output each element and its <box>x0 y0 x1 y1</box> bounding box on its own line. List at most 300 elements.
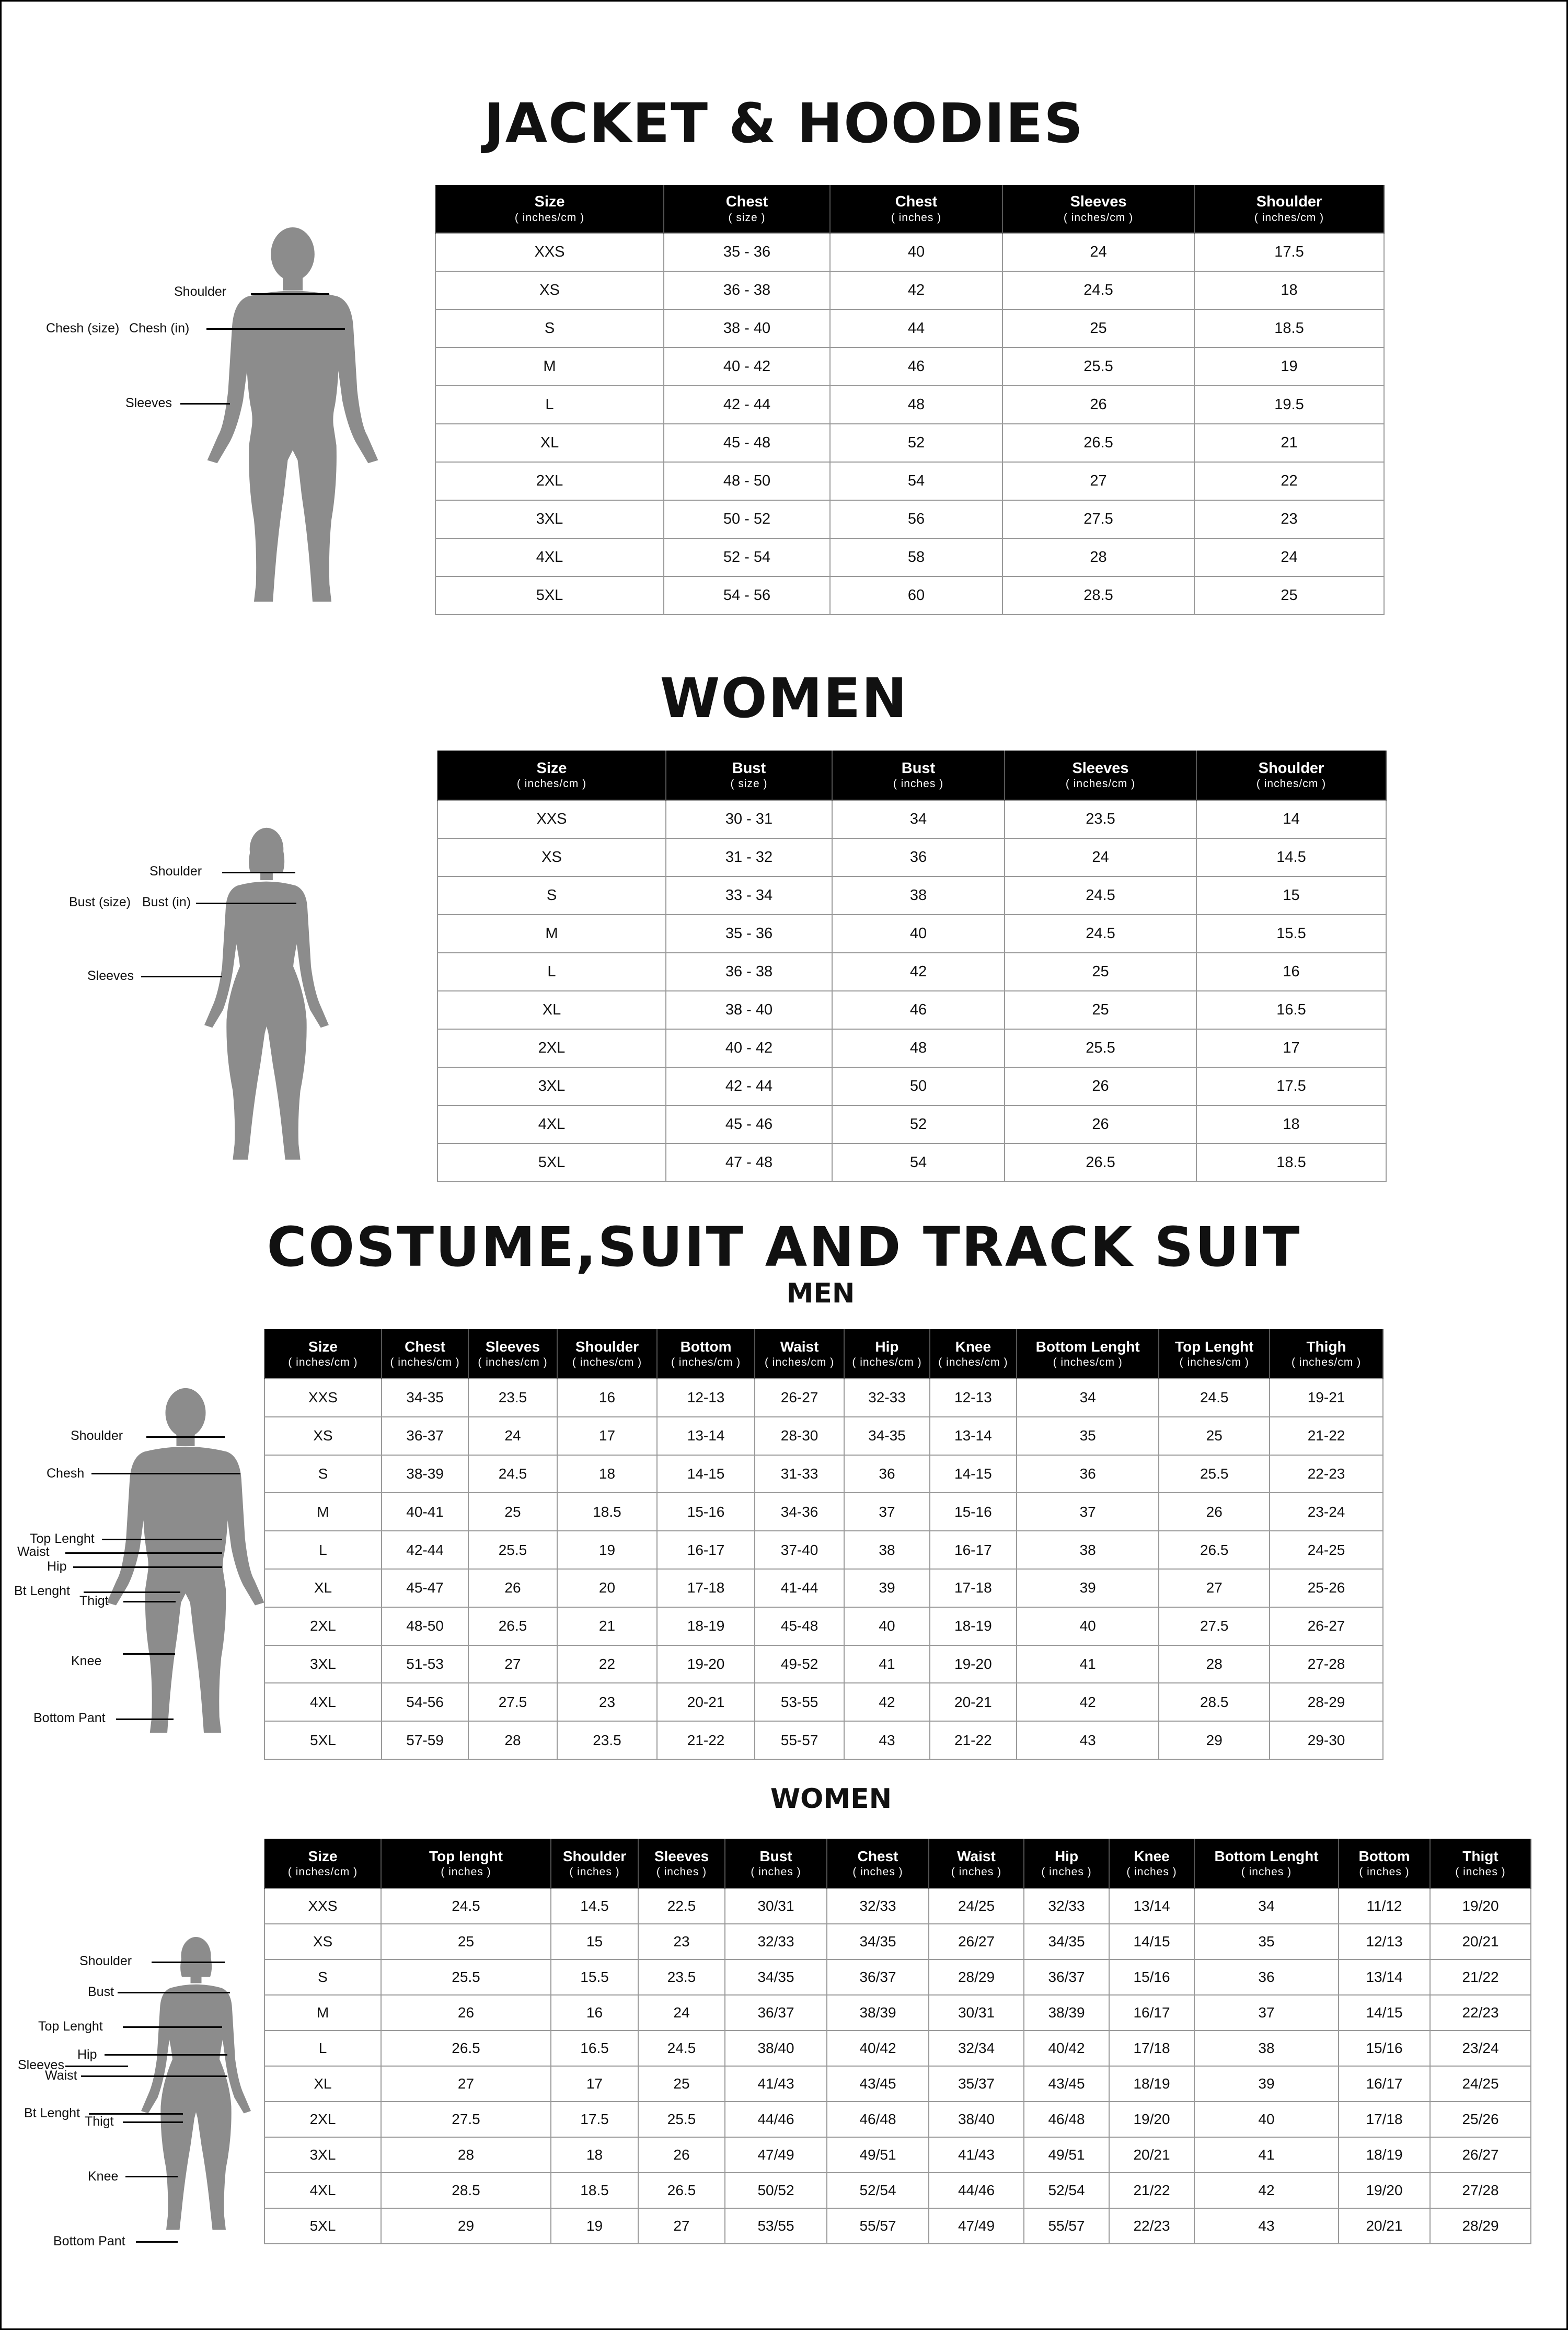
table-cell: 46/48 <box>1024 2102 1109 2137</box>
column-header <box>929 1839 1024 1888</box>
table-cell: 26/27 <box>929 1924 1024 1959</box>
table-cell: 47/49 <box>929 2208 1024 2244</box>
table-cell: 39 <box>1017 1569 1159 1607</box>
table-cell: 16 <box>551 1995 638 2031</box>
table-cell: 34 <box>832 800 1005 838</box>
table-row <box>264 2102 1531 2137</box>
table-cell: 30/31 <box>929 1995 1024 2031</box>
column-header-label: Sleeves <box>654 1848 709 1865</box>
size-cell: 3XL <box>264 1645 382 1683</box>
table-cell: 34 <box>1017 1379 1159 1417</box>
table-cell: 52/54 <box>827 2173 929 2208</box>
table-cell: 14/15 <box>1109 1924 1194 1959</box>
size-cell: L <box>264 1531 382 1569</box>
column-header-label: Hip <box>1054 1848 1079 1865</box>
table-cell: 19 <box>551 2208 638 2244</box>
column-header <box>1017 1329 1159 1379</box>
table-row <box>437 1067 1386 1105</box>
table-cell: 20/21 <box>1109 2137 1194 2173</box>
table-cell: 12/13 <box>1339 1924 1430 1959</box>
table-row <box>437 1029 1386 1067</box>
column-header-unit: ( inches/cm ) <box>1291 1356 1362 1368</box>
table-cell: 16/17 <box>1109 1995 1194 2031</box>
column-header <box>666 751 832 800</box>
table-cell: 20 <box>557 1569 658 1607</box>
table-cell: 24 <box>638 1995 725 2031</box>
column-header-label: Size <box>308 1339 338 1355</box>
size-cell: M <box>437 915 666 953</box>
table-cell: 53-55 <box>755 1683 844 1721</box>
table-cell: 24 <box>1002 233 1194 271</box>
table-cell: 18 <box>557 1455 658 1493</box>
table-cell: 18.5 <box>1194 309 1384 348</box>
table-cell: 28 <box>1002 538 1194 576</box>
table-cell: 25.5 <box>468 1531 557 1569</box>
size-cell: 4XL <box>264 2173 381 2208</box>
table-cell: 49-52 <box>755 1645 844 1683</box>
leader-line <box>116 1718 174 1720</box>
table-cell: 27/28 <box>1430 2173 1531 2208</box>
table-cell: 35 <box>1194 1924 1339 1959</box>
table-cell: 25.5 <box>381 1959 551 1995</box>
table-row <box>264 2031 1531 2066</box>
column-header <box>381 1839 551 1888</box>
table-cell: 23.5 <box>468 1379 557 1417</box>
table-row <box>264 1645 1383 1683</box>
size-cell: 3XL <box>435 500 664 538</box>
column-header-label: Thigt <box>1462 1848 1498 1865</box>
table-cell: 19/20 <box>1339 2173 1430 2208</box>
column-header-unit: ( inches/cm ) <box>938 1356 1008 1368</box>
table-row <box>437 915 1386 953</box>
table-cell: 14-15 <box>657 1455 755 1493</box>
size-cell: 4XL <box>437 1105 666 1144</box>
table-cell: 27.5 <box>1002 500 1194 538</box>
figure-label-top-length: Top Lenght <box>38 2019 103 2034</box>
size-cell: XL <box>435 424 664 462</box>
table-cell: 56 <box>830 500 1002 538</box>
table-cell: 24 <box>1194 538 1384 576</box>
table-cell: 17.5 <box>1196 1067 1386 1105</box>
table-cell: 13-14 <box>930 1417 1017 1455</box>
table-cell: 38 <box>844 1531 929 1569</box>
table-cell: 23-24 <box>1270 1493 1383 1531</box>
table-cell: 39 <box>1194 2066 1339 2102</box>
size-cell: L <box>435 386 664 424</box>
table-cell: 54 <box>830 462 1002 500</box>
table-cell: 26 <box>638 2137 725 2173</box>
table-cell: 51-53 <box>382 1645 468 1683</box>
table-cell: 22 <box>1194 462 1384 500</box>
table-cell: 52 - 54 <box>664 538 830 576</box>
table-cell: 38-39 <box>382 1455 468 1493</box>
figure-label-hip: Hip <box>77 2047 97 2062</box>
table-cell: 23 <box>1194 500 1384 538</box>
size-cell: L <box>264 2031 381 2066</box>
leader-line <box>206 328 345 330</box>
leader-line <box>73 1566 222 1568</box>
column-header <box>1024 1839 1109 1888</box>
table-cell: 42 - 44 <box>666 1067 832 1105</box>
table-cell: 15 <box>551 1924 638 1959</box>
table-cell: 46 <box>832 991 1005 1029</box>
table-cell: 25/26 <box>1430 2102 1531 2137</box>
column-header-label: Bottom <box>1358 1848 1410 1865</box>
figure-label-chest-inches: Chesh (in) <box>129 321 190 336</box>
table-cell: 22/23 <box>1430 1995 1531 2031</box>
table-cell: 48 <box>830 386 1002 424</box>
table-cell: 14-15 <box>930 1455 1017 1493</box>
table-cell: 28 <box>1159 1645 1270 1683</box>
column-header-label: Bottom Lenght <box>1214 1848 1319 1865</box>
table-cell: 55/57 <box>1024 2208 1109 2244</box>
table-row <box>437 838 1386 876</box>
table-cell: 36-37 <box>382 1417 468 1455</box>
table-cell: 45 - 46 <box>666 1105 832 1144</box>
size-cell: S <box>264 1455 382 1493</box>
leader-line <box>146 1436 225 1438</box>
table-cell: 26-27 <box>1270 1607 1383 1645</box>
size-cell: 3XL <box>264 2137 381 2173</box>
table-cell: 34/35 <box>1024 1924 1109 1959</box>
table-cell: 25 <box>1194 576 1384 615</box>
leader-line <box>105 2054 227 2056</box>
table-cell: 18.5 <box>557 1493 658 1531</box>
table-row <box>264 1493 1383 1531</box>
size-table-women <box>437 751 1387 1182</box>
table-cell: 29 <box>381 2208 551 2244</box>
table-cell: 27 <box>381 2066 551 2102</box>
figure-label-top-length: Top Lenght <box>30 1531 95 1546</box>
table-cell: 53/55 <box>725 2208 827 2244</box>
size-cell: 2XL <box>437 1029 666 1067</box>
table-cell: 38/39 <box>1024 1995 1109 2031</box>
column-header <box>557 1329 658 1379</box>
table-cell: 44/46 <box>929 2173 1024 2208</box>
size-cell: 4XL <box>264 1683 382 1721</box>
table-cell: 21/22 <box>1430 1959 1531 1995</box>
table-cell: 15 <box>1196 876 1386 915</box>
column-header-label: Sleeves <box>1070 193 1127 211</box>
table-row <box>435 576 1384 615</box>
table-cell: 17.5 <box>1194 233 1384 271</box>
size-cell: 5XL <box>437 1144 666 1182</box>
column-header-label: Knee <box>1134 1848 1170 1865</box>
table-cell: 24-25 <box>1270 1531 1383 1569</box>
column-header-unit: ( inches ) <box>1359 1865 1410 1878</box>
figure-label-bottom-pant: Bottom Pant <box>33 1711 106 1725</box>
table-cell: 24.5 <box>381 1888 551 1924</box>
table-row <box>437 953 1386 991</box>
column-header-unit: ( inches/cm ) <box>1063 211 1134 224</box>
table-cell: 18/19 <box>1339 2137 1430 2173</box>
leader-line <box>125 2176 178 2177</box>
column-header-unit: ( inches ) <box>1041 1865 1092 1878</box>
leader-line <box>84 1591 180 1593</box>
column-header-unit: ( inches ) <box>441 1865 491 1878</box>
figure-label-waist: Waist <box>17 1544 50 1559</box>
table-cell: 34-36 <box>755 1493 844 1531</box>
column-header-unit: ( inches ) <box>751 1865 801 1878</box>
table-cell: 50/52 <box>725 2173 827 2208</box>
table-cell: 38/40 <box>725 2031 827 2066</box>
table-cell: 27 <box>1002 462 1194 500</box>
leader-line <box>123 2121 183 2123</box>
size-cell: M <box>264 1995 381 2031</box>
column-header-label: Bottom Lenght <box>1035 1339 1140 1355</box>
table-cell: 26.5 <box>1002 424 1194 462</box>
leader-line <box>251 293 329 295</box>
table-cell: 24/25 <box>929 1888 1024 1924</box>
table-row <box>437 800 1386 838</box>
column-header-label: Sleeves <box>1072 759 1129 777</box>
table-cell: 52 <box>830 424 1002 462</box>
size-cell: S <box>435 309 664 348</box>
table-cell: 46/48 <box>827 2102 929 2137</box>
table-cell: 25 <box>381 1924 551 1959</box>
table-cell: 29 <box>1159 1721 1270 1759</box>
table-cell: 27 <box>638 2208 725 2244</box>
leader-line <box>65 1552 222 1554</box>
table-cell: 22 <box>557 1645 658 1683</box>
table-cell: 38 - 40 <box>666 991 832 1029</box>
table-cell: 24.5 <box>468 1455 557 1493</box>
size-cell: 5XL <box>264 1721 382 1759</box>
table-row <box>264 1924 1531 1959</box>
leader-line <box>180 403 230 405</box>
table-row <box>264 1995 1531 2031</box>
table-cell: 14 <box>1196 800 1386 838</box>
table-cell: 24.5 <box>638 2031 725 2066</box>
column-header <box>1196 751 1386 800</box>
column-header-unit: ( inches/cm ) <box>1065 778 1136 790</box>
table-cell: 52/54 <box>1024 2173 1109 2208</box>
column-header-unit: ( inches ) <box>1241 1865 1292 1878</box>
table-cell: 24/25 <box>1430 2066 1531 2102</box>
table-cell: 26/27 <box>1430 2137 1531 2173</box>
column-header <box>664 185 830 233</box>
column-header-label: Bust <box>759 1848 792 1865</box>
column-header <box>437 751 666 800</box>
table-cell: 28.5 <box>1002 576 1194 615</box>
table-cell: 25 <box>1002 309 1194 348</box>
table-cell: 15.5 <box>1196 915 1386 953</box>
size-cell: XL <box>264 1569 382 1607</box>
table-cell: 41-44 <box>755 1569 844 1607</box>
table-cell: 16-17 <box>657 1531 755 1569</box>
size-cell: XXS <box>264 1379 382 1417</box>
table-cell: 42 <box>844 1683 929 1721</box>
table-cell: 19-20 <box>930 1645 1017 1683</box>
table-cell: 28 <box>381 2137 551 2173</box>
size-cell: XS <box>437 838 666 876</box>
column-header-label: Waist <box>957 1848 996 1865</box>
size-cell: XXS <box>435 233 664 271</box>
table-cell: 30/31 <box>725 1888 827 1924</box>
table-cell: 40 <box>844 1607 929 1645</box>
table-cell: 36/37 <box>827 1959 929 1995</box>
size-table-costume-women <box>264 1839 1531 2244</box>
table-cell: 55-57 <box>755 1721 844 1759</box>
column-header-unit: ( inches ) <box>852 1865 903 1878</box>
table-cell: 26.5 <box>381 2031 551 2066</box>
table-cell: 23.5 <box>1005 800 1196 838</box>
table-cell: 18 <box>551 2137 638 2173</box>
size-cell: XXS <box>264 1888 381 1924</box>
table-row <box>264 1607 1383 1645</box>
table-cell: 57-59 <box>382 1721 468 1759</box>
figure-label-knee: Knee <box>71 1654 102 1668</box>
table-cell: 37-40 <box>755 1531 844 1569</box>
leader-line <box>81 2075 227 2077</box>
column-header-unit: ( inches ) <box>1455 1865 1506 1878</box>
table-cell: 18 <box>1196 1105 1386 1144</box>
column-header-unit: ( size ) <box>728 211 766 224</box>
figure-label-bottom-length: Bt Lenght <box>24 2106 80 2120</box>
table-cell: 25 <box>468 1493 557 1531</box>
size-cell: 4XL <box>435 538 664 576</box>
table-row <box>264 1379 1383 1417</box>
male-silhouette-icon <box>193 220 392 612</box>
table-cell: 31-33 <box>755 1455 844 1493</box>
leader-line <box>222 872 295 873</box>
size-cell: XXS <box>437 800 666 838</box>
table-cell: 40 - 42 <box>664 348 830 386</box>
table-cell: 36 <box>1194 1959 1339 1995</box>
figure-label-waist: Waist <box>45 2068 77 2083</box>
table-cell: 29-30 <box>1270 1721 1383 1759</box>
column-header-unit: ( inches/cm ) <box>1254 211 1324 224</box>
table-cell: 47/49 <box>725 2137 827 2173</box>
column-header <box>1194 1839 1339 1888</box>
figure-label-bust-inches: Bust (in) <box>142 895 191 909</box>
column-header <box>1109 1839 1194 1888</box>
table-cell: 45 - 48 <box>664 424 830 462</box>
table-cell: 38 <box>832 876 1005 915</box>
table-cell: 17.5 <box>551 2102 638 2137</box>
table-row <box>437 991 1386 1029</box>
table-cell: 14.5 <box>551 1888 638 1924</box>
table-row <box>264 1417 1383 1455</box>
table-cell: 40 <box>832 915 1005 953</box>
table-cell: 49/51 <box>827 2137 929 2173</box>
column-header <box>1002 185 1194 233</box>
table-cell: 36 - 38 <box>666 953 832 991</box>
table-cell: 13-14 <box>657 1417 755 1455</box>
table-cell: 38 - 40 <box>664 309 830 348</box>
table-cell: 38/39 <box>827 1995 929 2031</box>
column-header-label: Thigh <box>1306 1339 1346 1355</box>
table-cell: 38 <box>1194 2031 1339 2066</box>
table-cell: 36 - 38 <box>664 271 830 309</box>
table-cell: 19.5 <box>1194 386 1384 424</box>
table-cell: 28 <box>468 1721 557 1759</box>
table-cell: 40 - 42 <box>666 1029 832 1067</box>
column-header <box>1430 1839 1531 1888</box>
table-cell: 20/21 <box>1339 2208 1430 2244</box>
table-cell: 58 <box>830 538 1002 576</box>
table-cell: 18-19 <box>657 1607 755 1645</box>
column-header <box>832 751 1005 800</box>
table-cell: 44 <box>830 309 1002 348</box>
figure-label-shoulder: Shoulder <box>174 284 227 299</box>
column-header <box>435 185 664 233</box>
table-cell: 35 - 36 <box>666 915 832 953</box>
table-cell: 18 <box>1194 271 1384 309</box>
table-row <box>437 1144 1386 1182</box>
table-cell: 41 <box>844 1645 929 1683</box>
size-cell: 2XL <box>264 2102 381 2137</box>
column-header-unit: ( inches/cm ) <box>516 778 587 790</box>
table-cell: 17/18 <box>1109 2031 1194 2066</box>
table-cell: 43/45 <box>1024 2066 1109 2102</box>
subtitle-men: MEN <box>786 1278 855 1309</box>
table-cell: 24.5 <box>1002 271 1194 309</box>
column-header <box>827 1839 929 1888</box>
column-header-label: Chest <box>857 1848 898 1865</box>
table-cell: 48 <box>832 1029 1005 1067</box>
column-header-label: Bottom <box>680 1339 732 1355</box>
figure-label-chest-size: Chesh (size) <box>46 321 120 336</box>
figure-label-shoulder: Shoulder <box>149 864 202 879</box>
table-cell: 25 <box>638 2066 725 2102</box>
table-cell: 20-21 <box>657 1683 755 1721</box>
table-cell: 48 - 50 <box>664 462 830 500</box>
table-cell: 41 <box>1194 2137 1339 2173</box>
column-header-label: Top lenght <box>429 1848 503 1865</box>
table-cell: 38/40 <box>929 2102 1024 2137</box>
table-cell: 16.5 <box>1196 991 1386 1029</box>
table-cell: 40 <box>830 233 1002 271</box>
table-cell: 16 <box>1196 953 1386 991</box>
table-cell: 40/42 <box>1024 2031 1109 2066</box>
table-row <box>435 500 1384 538</box>
table-cell: 44/46 <box>725 2102 827 2137</box>
size-cell: M <box>264 1493 382 1531</box>
table-cell: 27.5 <box>468 1683 557 1721</box>
column-header-label: Shoulder <box>575 1339 639 1355</box>
table-row <box>435 348 1384 386</box>
table-cell: 17 <box>557 1417 658 1455</box>
size-cell: XS <box>264 1417 382 1455</box>
column-header-unit: ( inches ) <box>951 1865 1002 1878</box>
table-cell: 40 <box>1194 2102 1339 2137</box>
subtitle-women: WOMEN <box>770 1783 892 1815</box>
column-header <box>755 1329 844 1379</box>
figure-label-bottom-length: Bt Lenght <box>14 1584 71 1598</box>
table-cell: 22-23 <box>1270 1455 1383 1493</box>
table-cell: 36 <box>844 1455 929 1493</box>
figure-label-hip: Hip <box>47 1559 67 1574</box>
table-cell: 24.5 <box>1005 876 1196 915</box>
table-row <box>264 1455 1383 1493</box>
column-header-label: Size <box>536 759 567 777</box>
table-cell: 34-35 <box>382 1379 468 1417</box>
table-row <box>264 1888 1531 1924</box>
table-cell: 42 - 44 <box>664 386 830 424</box>
table-row <box>435 233 1384 271</box>
size-cell: M <box>435 348 664 386</box>
table-cell: 16/17 <box>1339 2066 1430 2102</box>
table-cell: 45-48 <box>755 1607 844 1645</box>
column-header-unit: ( inches/cm ) <box>852 1356 922 1368</box>
table-cell: 24 <box>1005 838 1196 876</box>
column-header-unit: ( inches ) <box>656 1865 707 1878</box>
table-cell: 25 <box>1005 991 1196 1029</box>
column-header-unit: ( inches ) <box>893 778 944 790</box>
section-title-costume-suit: COSTUME,SUIT AND TRACK SUIT <box>267 1215 1301 1279</box>
table-cell: 20/21 <box>1430 1924 1531 1959</box>
